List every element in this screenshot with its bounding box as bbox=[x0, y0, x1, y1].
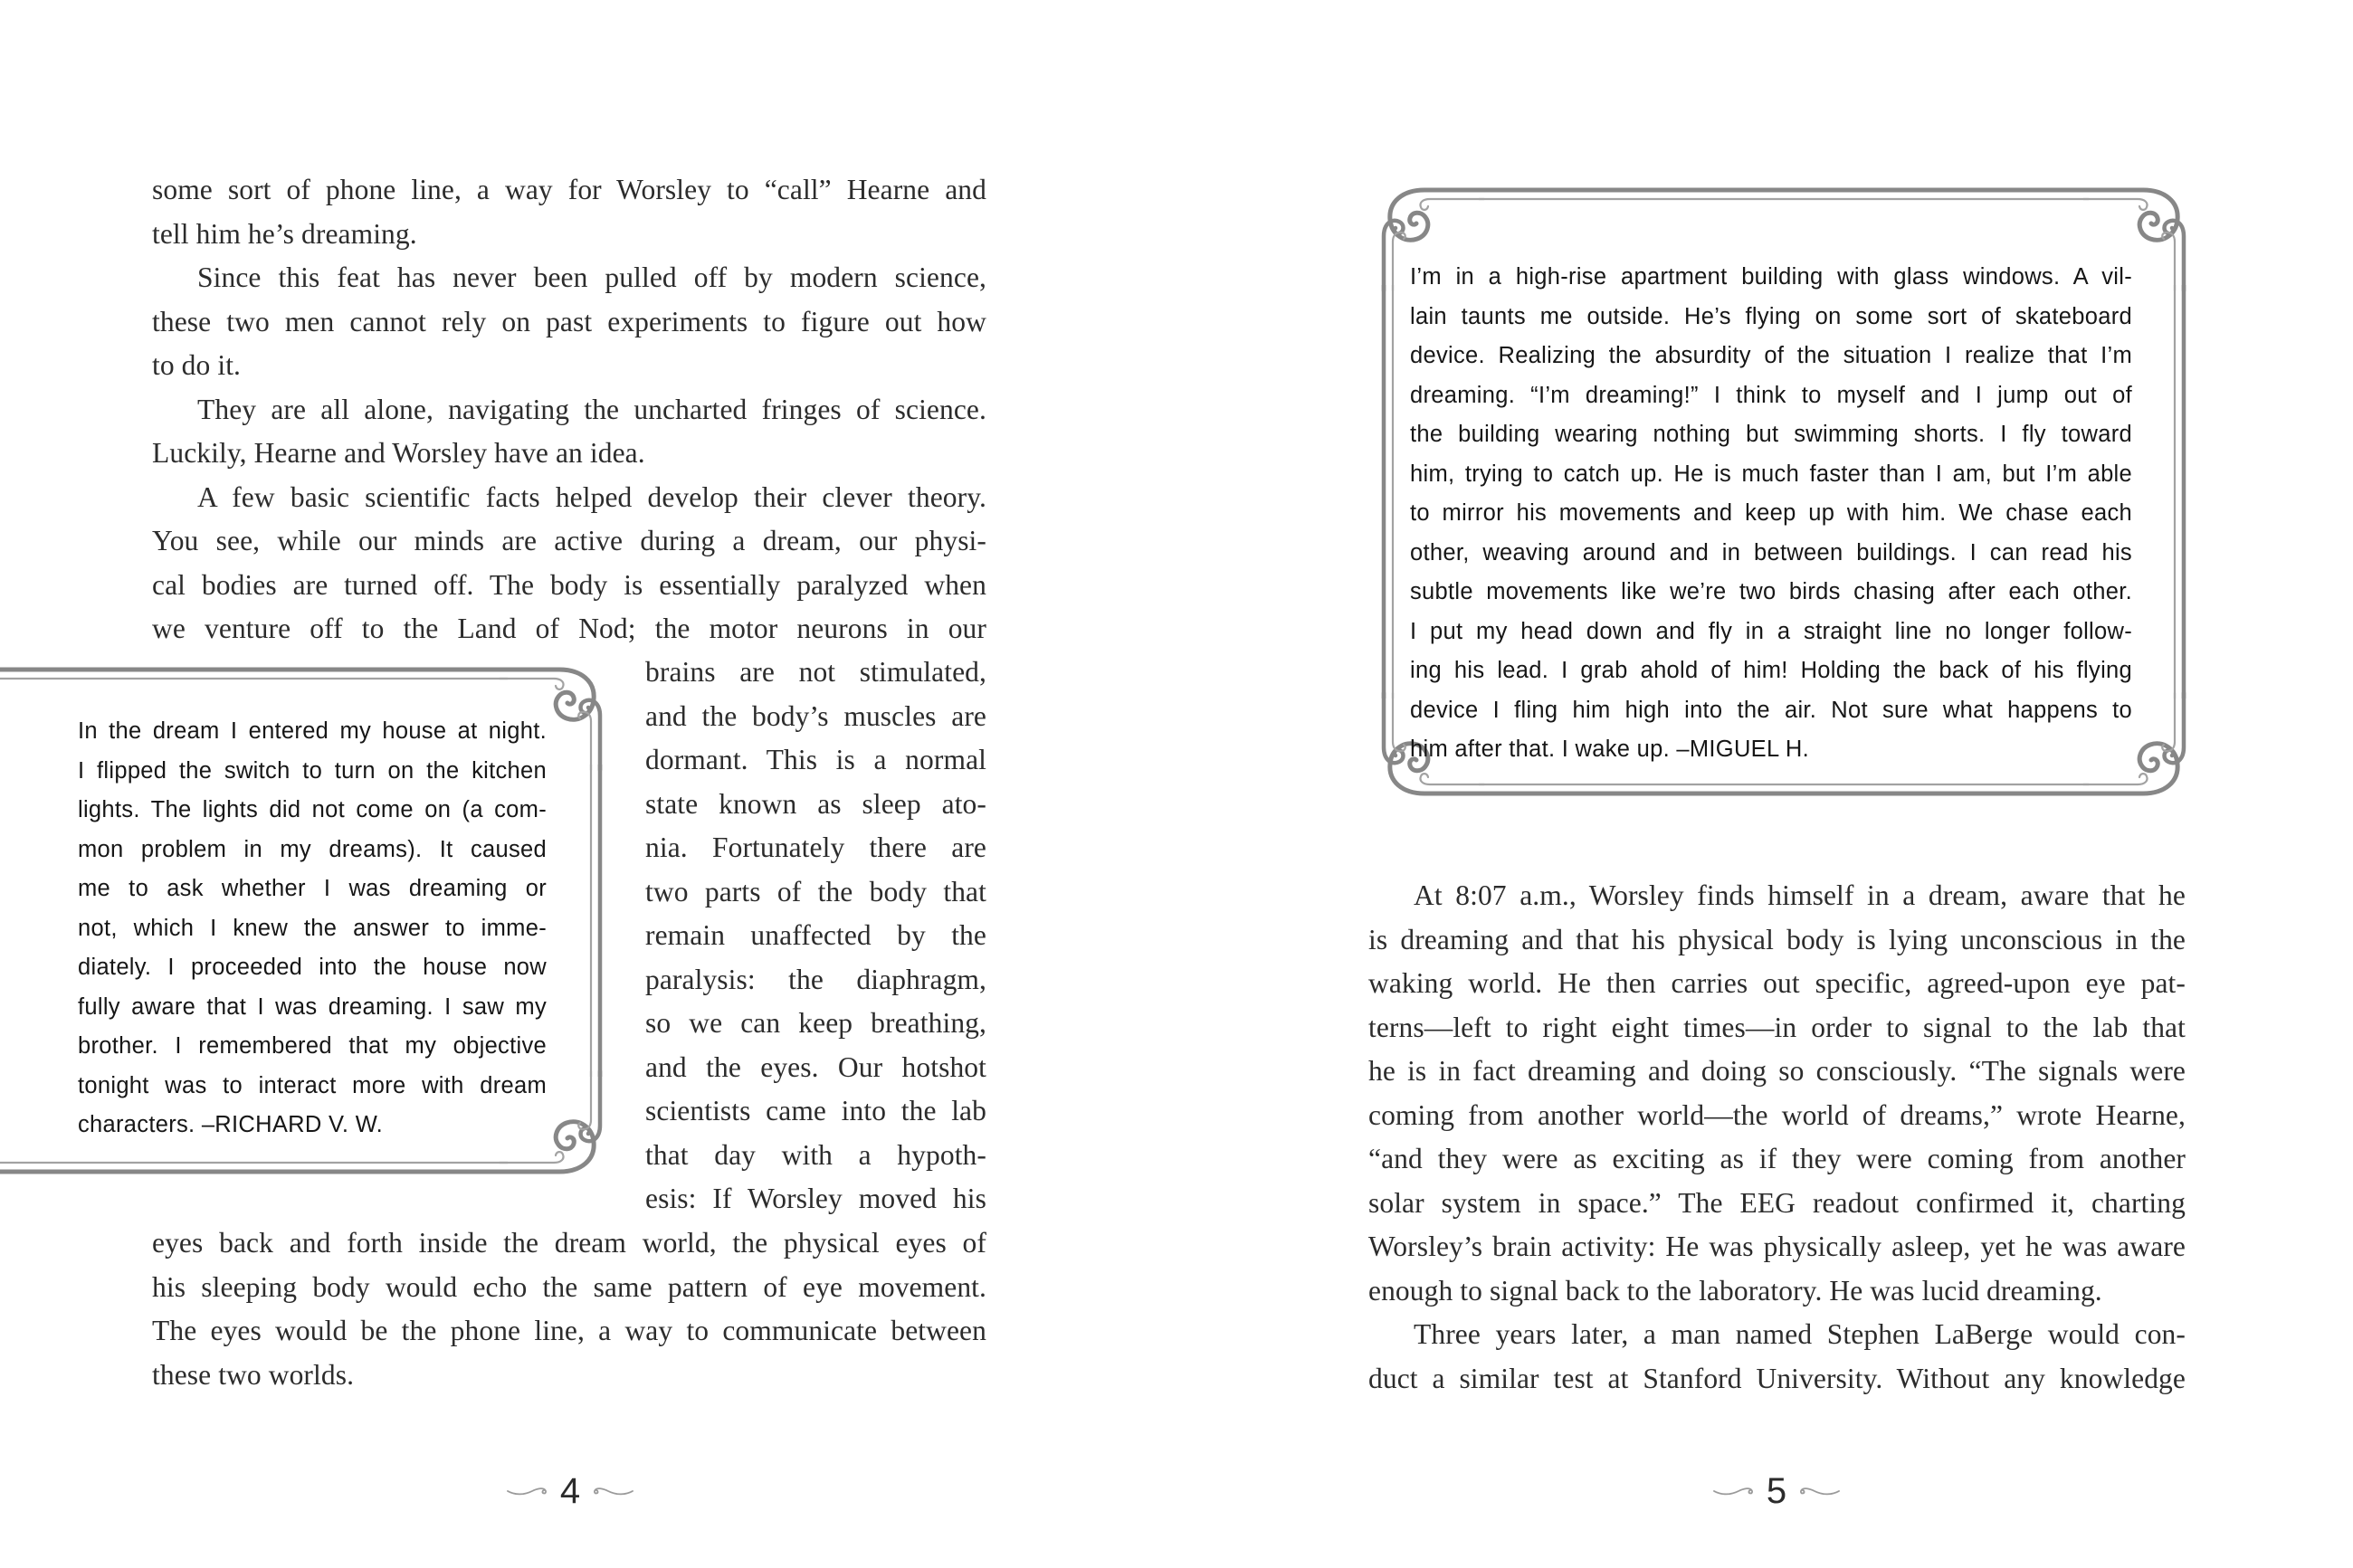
page-number: 5 bbox=[1766, 1471, 1787, 1511]
text-line: In the dream I entered my house at night. bbox=[78, 718, 547, 744]
text-line: tonight was to interact more with dream bbox=[78, 1072, 547, 1098]
text-line: fully aware that I was dreaming. I saw my bbox=[78, 993, 547, 1020]
text-line: I flipped the switch to turn on the kitchen bbox=[78, 757, 547, 784]
text-line: waking world. He then carries out specific, agreed-upon eye pat- bbox=[1368, 967, 2186, 999]
text-line: these two men cannot rely on past experiments to figure out how bbox=[152, 305, 986, 337]
text-line: terns—left to right eight times—in order to signal to the lab that bbox=[1368, 1011, 2186, 1043]
text-line: coming from another world—the world of dreams,” wrote Hearne, bbox=[1368, 1098, 2186, 1131]
text-line: state known as sleep ato- bbox=[645, 787, 986, 820]
text-line: dreaming. “I’m dreaming!” I think to myself and I jump out of bbox=[1410, 382, 2132, 408]
text-line: him after that. I wake up. –MIGUEL H. bbox=[1410, 736, 1809, 762]
text-line: scientists came into the lab bbox=[645, 1095, 986, 1126]
text-line: Three years later, a man named Stephen LaBerge would con- bbox=[1414, 1318, 2186, 1350]
text-line: Since this feat has never been pulled off by modern science, bbox=[197, 261, 986, 293]
text-line: mon problem in my dreams). It caused bbox=[78, 836, 547, 862]
text-line: and the eyes. Our hotshot bbox=[645, 1050, 986, 1083]
text-line: lights. The lights did not come on (a com- bbox=[78, 797, 547, 822]
text-line: solar system in space.” The EEG readout confirmed it, charting bbox=[1368, 1186, 2186, 1219]
text-line: dormant. This is a normal bbox=[645, 744, 986, 775]
text-line: not, which I knew the answer to imme- bbox=[78, 915, 547, 941]
text-line: diately. I proceeded into the house now bbox=[78, 955, 547, 980]
text-line: tell him he’s dreaming. bbox=[152, 217, 417, 250]
text-line: the building wearing nothing but swimming shorts. I fly toward bbox=[1410, 422, 2132, 447]
text-line: At 8:07 a.m., Worsley finds himself in a dream, aware that he bbox=[1414, 879, 2186, 911]
text-line: nia. Fortunately there are bbox=[645, 832, 986, 863]
swash-ornament-right bbox=[593, 1483, 634, 1499]
text-line: him, trying to catch up. He is much faster than I am, but I’m able bbox=[1410, 461, 2132, 487]
text-line: brains are not stimulated, bbox=[645, 656, 986, 688]
dream-journal-box-richard bbox=[0, 663, 606, 1178]
text-line: I’m in a high-rise apartment building with glass windows. A vil- bbox=[1410, 264, 2132, 290]
text-line: They are all alone, navigating the uncharted fringes of science. bbox=[197, 393, 986, 425]
text-line: so we can keep breathing, bbox=[645, 1007, 986, 1039]
text-line: “and they were as exciting as if they were coming from another bbox=[1368, 1143, 2186, 1174]
text-line: lain taunts me outside. He’s flying on some sort of skateboard bbox=[1410, 303, 2132, 329]
text-line: characters. –RICHARD V. W. bbox=[78, 1112, 384, 1137]
text-line: me to ask whether I was dreaming or bbox=[78, 876, 547, 901]
swash-ornament-left bbox=[506, 1483, 548, 1499]
text-line: he is in fact dreaming and doing so consciously. “The signals were bbox=[1368, 1055, 2186, 1087]
page-number: 4 bbox=[559, 1471, 581, 1511]
text-line: eyes back and forth inside the dream world, the physical eyes of bbox=[152, 1227, 986, 1259]
text-line: to do it. bbox=[152, 349, 242, 381]
text-line: other, weaving around and in between buildings. I can read his bbox=[1410, 539, 2132, 565]
page-footer-left bbox=[434, 1473, 706, 1509]
text-line: You see, while our minds are active during a dream, our physi- bbox=[152, 525, 986, 556]
text-line: paralysis: the diaphragm, bbox=[645, 963, 986, 995]
text-line: esis: If Worsley moved his bbox=[645, 1183, 986, 1214]
text-line: duct a similar test at Stanford University. Without any knowledge bbox=[1368, 1362, 2186, 1394]
text-line: Luckily, Hearne and Worsley have an idea. bbox=[152, 437, 645, 469]
body-text-bottom bbox=[152, 1221, 986, 1397]
text-line: remain unaffected by the bbox=[645, 919, 986, 951]
text-line: enough to signal back to the laboratory. He was lucid dreaming. bbox=[1368, 1274, 2102, 1307]
text-line: brother. I remembered that my objective bbox=[78, 1033, 547, 1059]
swash-ornament-right bbox=[1799, 1483, 1841, 1499]
text-line: we venture off to the Land of Nod; the motor neurons in our bbox=[152, 613, 986, 644]
text-line: two parts of the body that bbox=[645, 875, 986, 908]
text-line: A few basic scientific facts helped develop their clever theory. bbox=[197, 480, 986, 513]
quote-text-miguel bbox=[1410, 258, 2132, 770]
text-line: is dreaming and that his physical body is lying unconscious in the bbox=[1368, 923, 2186, 955]
text-line: subtle movements like we’re two birds chasing after each other. bbox=[1410, 579, 2132, 604]
text-line: device. Realizing the absurdity of the situation I realize that I’m bbox=[1410, 343, 2132, 368]
body-text bbox=[1368, 874, 2186, 1401]
text-line: Worsley’s brain activity: He was physically asleep, yet he was aware bbox=[1368, 1231, 2186, 1262]
text-line: cal bodies are turned off. The body is essentially paralyzed when bbox=[152, 568, 986, 601]
text-line: and the body’s muscles are bbox=[645, 699, 986, 732]
swash-ornament-left bbox=[1712, 1483, 1754, 1499]
text-line: his sleeping body would echo the same pattern of eye movement. bbox=[152, 1270, 986, 1303]
quote-text-richard bbox=[78, 712, 547, 1145]
body-text-beside-box bbox=[645, 651, 986, 1221]
text-line: device I fling him high into the air. Not sure what happens to bbox=[1410, 697, 2132, 723]
text-line: to mirror his movements and keep up with him. We chase each bbox=[1410, 500, 2132, 526]
text-line: I put my head down and fly in a straight line no longer follow- bbox=[1410, 618, 2132, 644]
text-line: that day with a hypoth- bbox=[645, 1138, 986, 1171]
text-line: ing his lead. I grab ahold of him! Holding the back of his flying bbox=[1410, 658, 2132, 683]
text-line: The eyes would be the phone line, a way to communicate between bbox=[152, 1315, 986, 1346]
text-line: some sort of phone line, a way for Worsley to “call” Hearne and bbox=[152, 174, 986, 205]
page-footer-right bbox=[1641, 1473, 1912, 1509]
text-line: these two worlds. bbox=[152, 1358, 355, 1391]
body-text-top bbox=[152, 168, 986, 651]
dream-journal-box-miguel bbox=[1377, 184, 2190, 800]
